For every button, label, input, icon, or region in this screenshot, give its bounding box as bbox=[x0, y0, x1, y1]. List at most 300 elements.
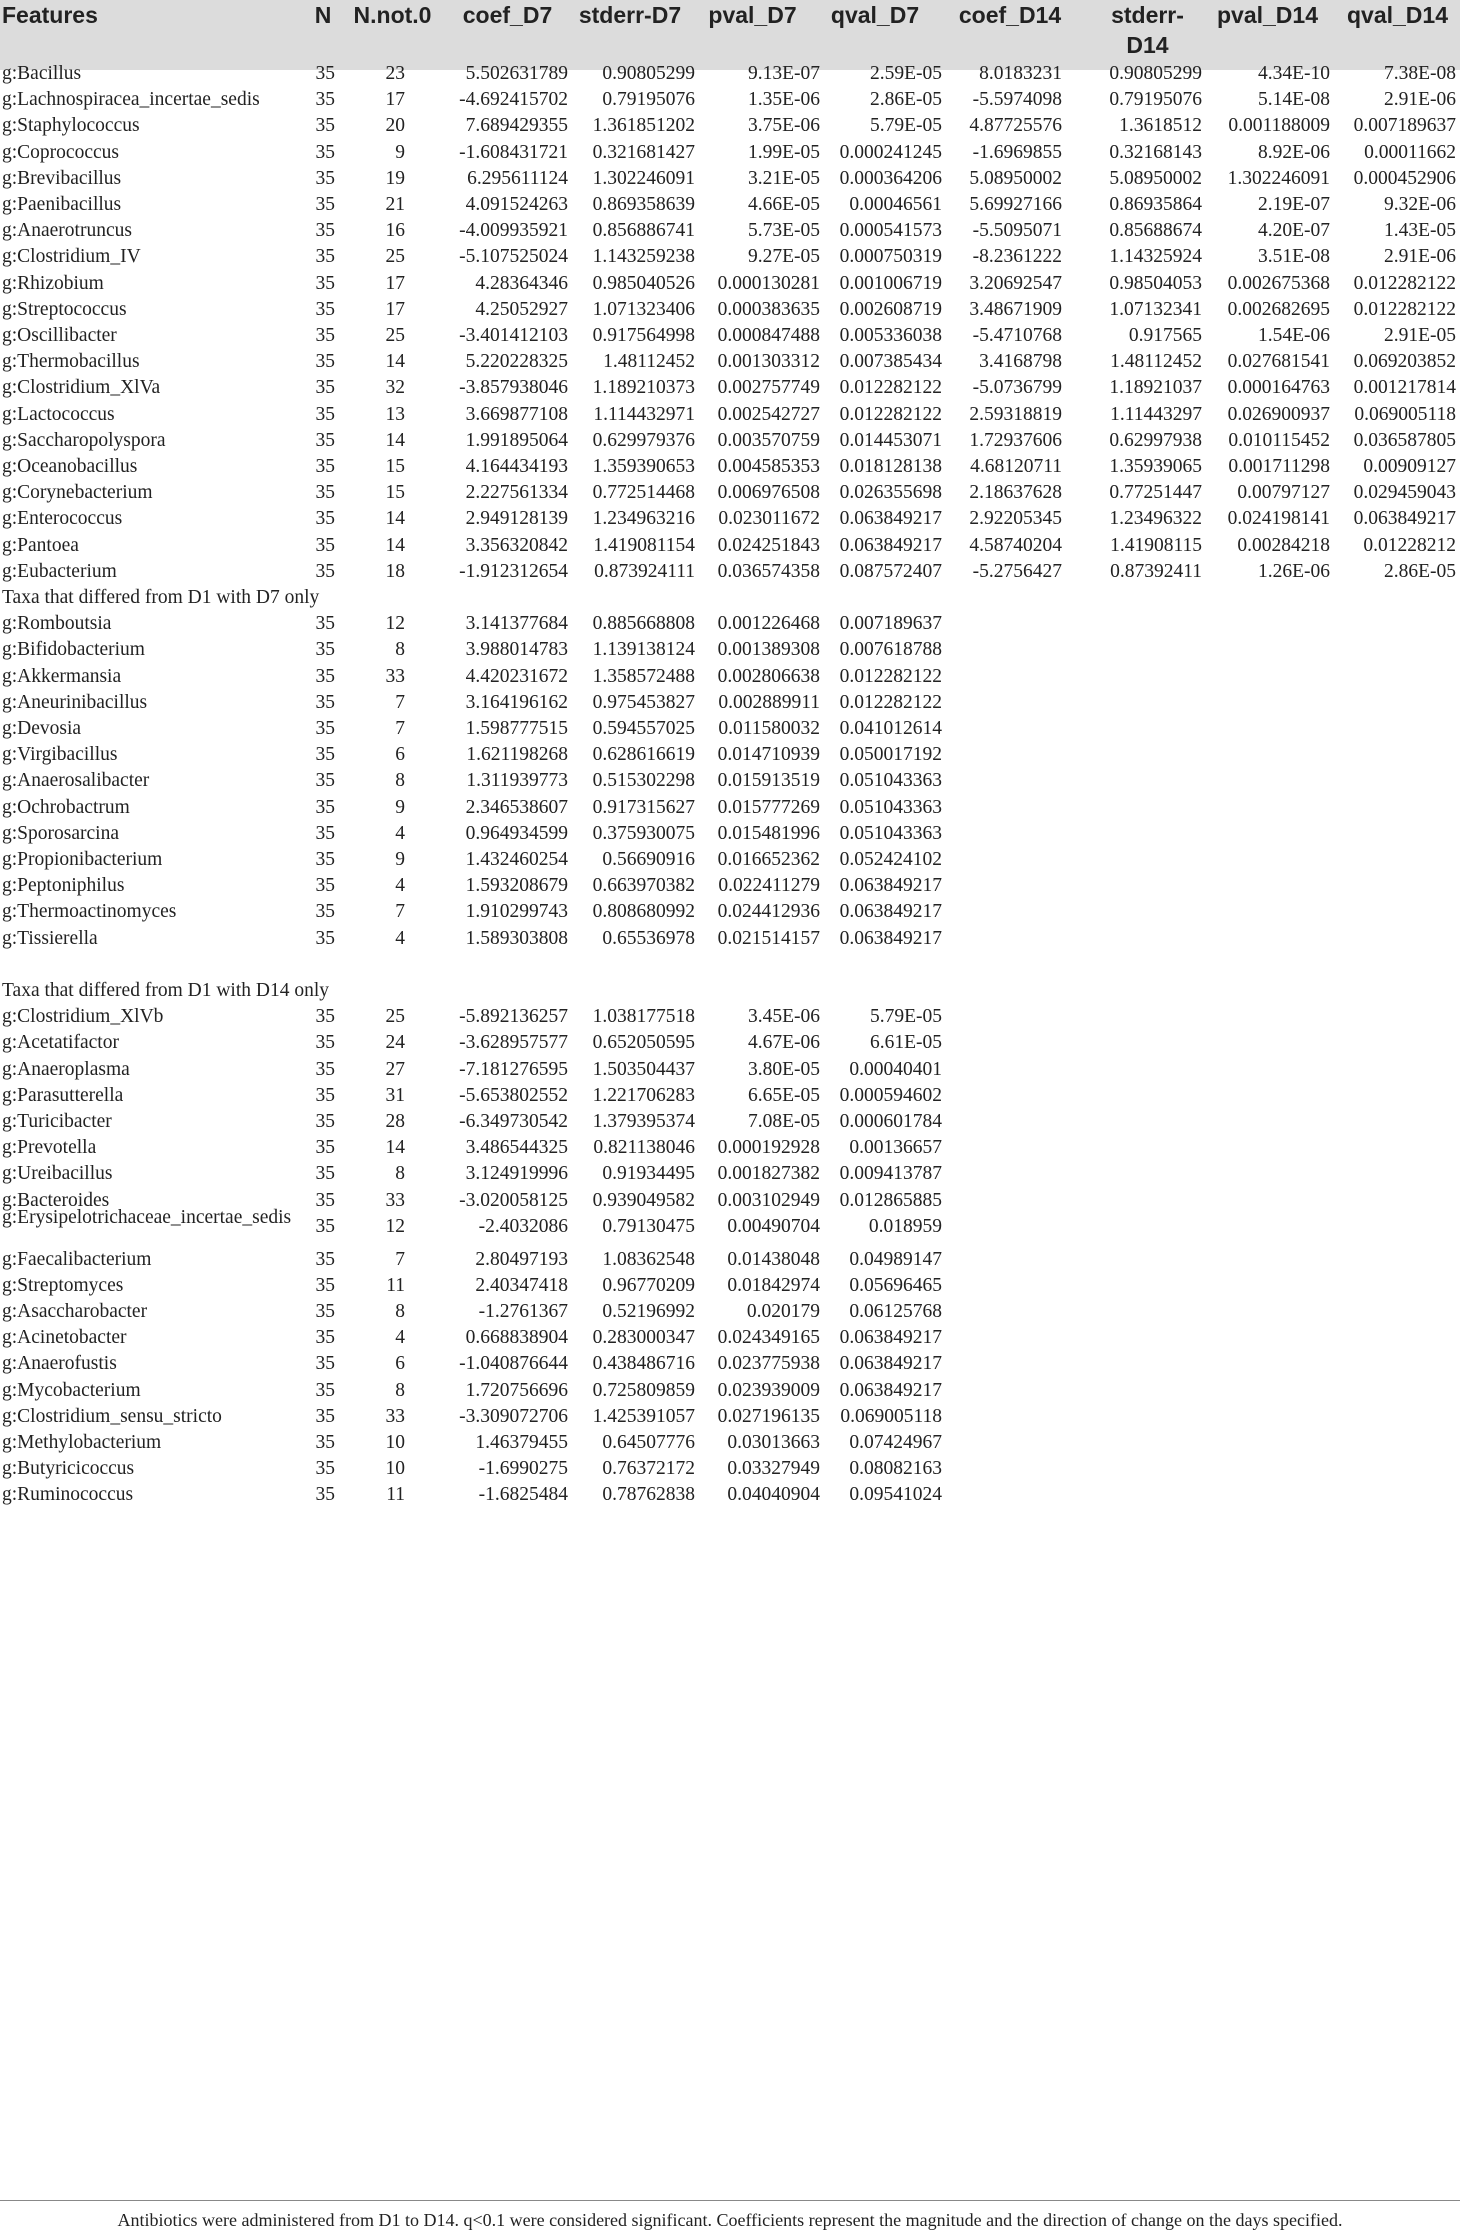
cell-stderr-d7: 0.79130475 bbox=[602, 1215, 695, 1237]
cell-pval-d7: 0.001389308 bbox=[717, 639, 820, 661]
cell-pval-d14: 8.92E-06 bbox=[1257, 141, 1330, 163]
cell-features: g:Peptoniphilus bbox=[2, 875, 125, 897]
cell-pval-d14: 0.026900937 bbox=[1227, 403, 1330, 425]
cell-n-not-0: 14 bbox=[385, 429, 405, 451]
cell-qval-d7: 5.79E-05 bbox=[869, 1006, 942, 1028]
cell-n-not-0: 4 bbox=[395, 822, 405, 844]
cell-coef-d7: 6.295611124 bbox=[467, 167, 568, 189]
cell-coef-d14: 2.18637628 bbox=[969, 482, 1062, 504]
cell-stderr-d14: 0.98504053 bbox=[1109, 272, 1202, 294]
header-n: N bbox=[314, 2, 332, 28]
cell-coef-d14: 4.68120711 bbox=[970, 456, 1062, 477]
cell-coef-d7: 3.669877108 bbox=[465, 403, 568, 425]
header-pval-d7: pval_D7 bbox=[708, 2, 797, 28]
cell-features: g:Brevibacillus bbox=[2, 167, 122, 189]
cell-qval-d7: 0.08082163 bbox=[849, 1458, 942, 1480]
cell-n-not-0: 25 bbox=[385, 1006, 405, 1028]
cell-features: g:Enterococcus bbox=[2, 508, 123, 530]
cell-qval-d7: 6.61E-05 bbox=[869, 1032, 942, 1054]
cell-n: 35 bbox=[315, 482, 335, 504]
cell-pval-d7: 4.66E-05 bbox=[747, 194, 820, 215]
cell-features: g:Anaerotruncus bbox=[2, 220, 132, 242]
cell-n-not-0: 11 bbox=[386, 1274, 405, 1296]
cell-coef-d7: 3.988014783 bbox=[465, 639, 568, 661]
cell-n-not-0: 8 bbox=[395, 639, 405, 661]
cell-features: g:Coprococcus bbox=[2, 141, 119, 163]
cell-qval-d7: 0.018128138 bbox=[839, 456, 942, 477]
cell-n-not-0: 15 bbox=[385, 482, 405, 504]
cell-coef-d7: -2.4032086 bbox=[478, 1215, 568, 1237]
cell-features: g:Streptomyces bbox=[2, 1274, 124, 1296]
cell-n: 35 bbox=[315, 1484, 335, 1506]
cell-qval-d7: 0.063849217 bbox=[839, 534, 942, 556]
cell-pval-d7: 3.75E-06 bbox=[747, 115, 820, 137]
cell-stderr-d7: 0.438486716 bbox=[592, 1353, 695, 1375]
cell-stderr-d14: 0.79195076 bbox=[1109, 89, 1202, 111]
cell-coef-d7: 5.502631789 bbox=[465, 63, 568, 84]
cell-pval-d14: 5.14E-08 bbox=[1257, 89, 1330, 111]
cell-pval-d7: 0.003102949 bbox=[717, 1189, 820, 1211]
cell-pval-d7: 0.003570759 bbox=[717, 429, 820, 451]
cell-coef-d14: -5.5095071 bbox=[972, 220, 1062, 242]
cell-qval-d7: 0.009413787 bbox=[839, 1163, 942, 1185]
cell-pval-d14: 0.002675368 bbox=[1227, 272, 1330, 294]
cell-stderr-d14: 1.18921037 bbox=[1109, 377, 1202, 399]
cell-n: 35 bbox=[315, 89, 335, 111]
cell-coef-d7: -1.912312654 bbox=[459, 560, 568, 582]
cell-qval-d7: 0.09541024 bbox=[849, 1484, 942, 1506]
cell-pval-d7: 3.45E-06 bbox=[747, 1006, 820, 1028]
cell-coef-d7: 3.356320842 bbox=[465, 534, 568, 556]
cell-pval-d14: 1.26E-06 bbox=[1257, 560, 1330, 582]
cell-qval-d14: 0.069203852 bbox=[1353, 351, 1456, 373]
cell-pval-d14: 4.34E-10 bbox=[1257, 63, 1330, 84]
cell-coef-d14: 4.58740204 bbox=[969, 534, 1062, 556]
cell-n: 35 bbox=[315, 63, 335, 84]
bottom-divider bbox=[0, 2200, 1460, 2201]
cell-stderr-d7: 1.361851202 bbox=[592, 115, 695, 137]
cell-pval-d7: 9.13E-07 bbox=[747, 63, 820, 84]
cell-coef-d14: 3.20692547 bbox=[969, 272, 1062, 294]
cell-n-not-0: 13 bbox=[385, 403, 405, 425]
cell-coef-d7: 4.091524263 bbox=[465, 194, 568, 215]
cell-stderr-d7: 0.629979376 bbox=[592, 429, 695, 451]
cell-pval-d7: 0.03327949 bbox=[727, 1458, 820, 1480]
cell-stderr-d14: 1.07132341 bbox=[1109, 298, 1202, 320]
cell-pval-d7: 0.006976508 bbox=[717, 482, 820, 504]
section-heading: Taxa that differed from D1 with D14 only bbox=[2, 980, 329, 1001]
cell-n: 35 bbox=[315, 534, 335, 556]
cell-coef-d7: 1.910299743 bbox=[465, 901, 568, 923]
cell-stderr-d7: 0.321681427 bbox=[592, 141, 695, 163]
cell-features: g:Clostridium_XlVa bbox=[2, 377, 161, 399]
cell-n-not-0: 20 bbox=[385, 115, 405, 137]
cell-features: g:Butyricicoccus bbox=[2, 1458, 135, 1480]
cell-qval-d14: 0.01228212 bbox=[1363, 534, 1456, 556]
cell-pval-d7: 0.036574358 bbox=[717, 560, 820, 582]
cell-coef-d14: 3.48671909 bbox=[969, 298, 1062, 320]
cell-qval-d7: 0.00046561 bbox=[849, 194, 942, 215]
cell-stderr-d7: 1.189210373 bbox=[592, 377, 695, 399]
cell-n: 35 bbox=[315, 1215, 335, 1237]
cell-pval-d14: 4.20E-07 bbox=[1257, 220, 1330, 242]
cell-coef-d14: 4.87725576 bbox=[969, 115, 1062, 137]
cell-coef-d7: -5.892136257 bbox=[459, 1006, 568, 1028]
cell-n-not-0: 33 bbox=[385, 665, 405, 687]
cell-features: g:Propionibacterium bbox=[2, 849, 163, 870]
cell-coef-d7: -1.6990275 bbox=[478, 1458, 568, 1480]
cell-n-not-0: 12 bbox=[385, 613, 405, 635]
cell-pval-d14: 0.000164763 bbox=[1227, 377, 1330, 399]
cell-coef-d14: -5.0736799 bbox=[972, 377, 1062, 399]
cell-qval-d7: 0.04989147 bbox=[849, 1248, 942, 1270]
cell-pval-d14: 3.51E-08 bbox=[1257, 246, 1330, 268]
cell-n: 35 bbox=[315, 1379, 335, 1401]
cell-coef-d14: -5.2756427 bbox=[972, 560, 1062, 582]
cell-n: 35 bbox=[315, 272, 335, 294]
cell-n: 35 bbox=[315, 849, 335, 870]
cell-coef-d7: -4.009935921 bbox=[459, 220, 568, 242]
cell-qval-d7: 0.000241245 bbox=[839, 141, 942, 163]
cell-features: g:Rhizobium bbox=[2, 272, 104, 294]
cell-coef-d7: 1.46379455 bbox=[475, 1431, 568, 1453]
cell-coef-d7: 1.432460254 bbox=[465, 849, 568, 870]
cell-coef-d7: 1.589303808 bbox=[465, 927, 568, 949]
cell-qval-d7: 0.000594602 bbox=[839, 1084, 942, 1106]
cell-n-not-0: 4 bbox=[395, 875, 405, 897]
cell-stderr-d7: 0.821138046 bbox=[593, 1137, 695, 1159]
cell-pval-d7: 0.000847488 bbox=[717, 325, 820, 346]
cell-qval-d14: 2.91E-05 bbox=[1383, 325, 1456, 346]
cell-stderr-d14: 0.90805299 bbox=[1109, 63, 1202, 84]
cell-stderr-d7: 0.869358639 bbox=[592, 194, 695, 215]
cell-stderr-d14: 0.917565 bbox=[1128, 325, 1202, 346]
cell-features: g:Clostridium_IV bbox=[2, 246, 141, 268]
cell-qval-d7: 0.087572407 bbox=[839, 560, 942, 582]
cell-n: 35 bbox=[315, 325, 335, 346]
cell-n: 35 bbox=[315, 456, 335, 477]
cell-features: g:Anaerofustis bbox=[2, 1353, 117, 1375]
cell-stderr-d7: 1.08362548 bbox=[602, 1248, 695, 1270]
cell-qval-d7: 0.002608719 bbox=[839, 298, 942, 320]
cell-stderr-d7: 0.96770209 bbox=[602, 1274, 695, 1296]
cell-pval-d7: 0.000383635 bbox=[717, 298, 820, 320]
cell-pval-d14: 0.002682695 bbox=[1227, 298, 1330, 320]
cell-coef-d14: 1.72937606 bbox=[969, 429, 1062, 451]
cell-coef-d14: 2.92205345 bbox=[969, 508, 1062, 530]
cell-features: g:Turicibacter bbox=[2, 1111, 112, 1132]
cell-pval-d7: 0.015913519 bbox=[717, 770, 820, 792]
cell-qval-d7: 0.063849217 bbox=[839, 1327, 942, 1349]
cell-qval-d7: 0.000750319 bbox=[839, 246, 942, 268]
cell-pval-d7: 0.023011672 bbox=[718, 508, 820, 530]
cell-pval-d7: 0.000130281 bbox=[717, 272, 820, 294]
cell-features: g:Oceanobacillus bbox=[2, 456, 138, 477]
cell-n: 35 bbox=[315, 1274, 335, 1296]
cell-n: 35 bbox=[315, 744, 335, 766]
cell-qval-d7: 0.051043363 bbox=[839, 822, 942, 844]
cell-qval-d14: 0.007189637 bbox=[1353, 115, 1456, 137]
cell-features: g:Thermobacillus bbox=[2, 351, 140, 373]
cell-qval-d14: 0.00909127 bbox=[1363, 456, 1456, 477]
cell-n: 35 bbox=[315, 718, 335, 739]
cell-stderr-d7: 0.885668808 bbox=[592, 613, 695, 635]
cell-n: 35 bbox=[315, 560, 335, 582]
cell-pval-d7: 1.35E-06 bbox=[747, 89, 820, 111]
cell-n: 35 bbox=[315, 665, 335, 687]
cell-features: g:Bifidobacterium bbox=[2, 639, 145, 661]
cell-pval-d7: 0.022411279 bbox=[718, 875, 820, 897]
cell-n: 35 bbox=[315, 691, 335, 713]
header-pval-d14: pval_D14 bbox=[1216, 2, 1318, 28]
cell-stderr-d14: 0.62997938 bbox=[1109, 429, 1202, 451]
cell-n-not-0: 6 bbox=[395, 1353, 405, 1375]
cell-n-not-0: 9 bbox=[395, 141, 405, 163]
cell-qval-d14: 0.012282122 bbox=[1353, 272, 1456, 294]
cell-qval-d7: 0.063849217 bbox=[839, 508, 942, 530]
cell-stderr-d7: 0.725809859 bbox=[592, 1379, 695, 1401]
cell-pval-d7: 4.67E-06 bbox=[747, 1032, 820, 1054]
cell-coef-d14: -5.4710768 bbox=[972, 325, 1062, 346]
cell-qval-d14: 1.43E-05 bbox=[1383, 220, 1456, 242]
cell-coef-d7: 3.141377684 bbox=[465, 613, 568, 635]
cell-stderr-d14: 5.08950002 bbox=[1109, 167, 1202, 189]
cell-coef-d7: 1.621198268 bbox=[466, 744, 568, 766]
cell-n-not-0: 12 bbox=[385, 1215, 405, 1237]
header-coef-d14: coef_D14 bbox=[958, 2, 1062, 28]
cell-n-not-0: 33 bbox=[385, 1189, 405, 1211]
cell-n-not-0: 32 bbox=[385, 377, 405, 399]
header-stderr-d7: stderr-D7 bbox=[578, 2, 682, 28]
cell-features: g:Bacillus bbox=[2, 63, 82, 84]
cell-pval-d7: 0.023939009 bbox=[717, 1379, 820, 1401]
cell-pval-d14: 0.001188009 bbox=[1228, 115, 1330, 137]
cell-pval-d7: 0.004585353 bbox=[717, 456, 820, 477]
cell-pval-d7: 0.024349165 bbox=[717, 1327, 820, 1349]
cell-stderr-d7: 1.302246091 bbox=[592, 167, 695, 189]
cell-qval-d7: 0.063849217 bbox=[839, 1379, 942, 1401]
cell-features: g:Oscillibacter bbox=[2, 325, 117, 346]
cell-features: g:Clostridium_sensu_stricto bbox=[2, 1405, 222, 1427]
cell-qval-d14: 0.012282122 bbox=[1353, 298, 1456, 320]
cell-stderr-d14: 1.14325924 bbox=[1109, 246, 1202, 268]
cell-features: g:Paenibacillus bbox=[2, 194, 122, 215]
cell-qval-d7: 0.012865885 bbox=[839, 1189, 942, 1211]
cell-pval-d7: 0.002542727 bbox=[717, 403, 820, 425]
cell-coef-d7: 3.486544325 bbox=[465, 1137, 568, 1159]
cell-coef-d7: -5.653802552 bbox=[459, 1084, 568, 1106]
cell-coef-d7: 4.28364346 bbox=[475, 272, 568, 294]
cell-coef-d7: 2.40347418 bbox=[475, 1274, 568, 1296]
cell-stderr-d7: 1.038177518 bbox=[592, 1006, 695, 1028]
cell-n: 35 bbox=[315, 1058, 335, 1080]
cell-coef-d14: 5.69927166 bbox=[969, 194, 1062, 215]
cell-stderr-d7: 0.873924111 bbox=[594, 560, 695, 582]
cell-stderr-d7: 0.91934495 bbox=[602, 1163, 695, 1185]
cell-qval-d14: 0.063849217 bbox=[1353, 508, 1456, 530]
cell-coef-d7: 3.164196162 bbox=[465, 691, 568, 713]
cell-stderr-d7: 0.628616619 bbox=[592, 744, 695, 766]
cell-stderr-d7: 1.503504437 bbox=[592, 1058, 695, 1080]
cell-n: 35 bbox=[315, 1353, 335, 1375]
cell-n-not-0: 23 bbox=[385, 63, 405, 84]
cell-features: g:Anaerosalibacter bbox=[2, 770, 150, 792]
cell-features: g:Clostridium_XlVb bbox=[2, 1006, 164, 1028]
cell-features: g:Virgibacillus bbox=[2, 744, 118, 766]
cell-qval-d14: 0.069005118 bbox=[1354, 403, 1456, 425]
cell-features: g:Ureibacillus bbox=[2, 1163, 113, 1185]
cell-stderr-d7: 0.975453827 bbox=[592, 691, 695, 713]
cell-stderr-d14: 1.35939065 bbox=[1109, 456, 1202, 477]
cell-n-not-0: 4 bbox=[395, 1327, 405, 1349]
cell-n-not-0: 17 bbox=[385, 89, 405, 111]
cell-coef-d7: 2.80497193 bbox=[475, 1248, 568, 1270]
cell-n: 35 bbox=[315, 1431, 335, 1453]
cell-n: 35 bbox=[315, 377, 335, 399]
cell-coef-d7: 7.689429355 bbox=[465, 115, 568, 137]
cell-features: g:Eubacterium bbox=[2, 560, 117, 582]
cell-stderr-d7: 1.359390653 bbox=[592, 456, 695, 477]
cell-qval-d14: 0.029459043 bbox=[1353, 482, 1456, 504]
cell-features: g:Mycobacterium bbox=[2, 1379, 141, 1401]
cell-qval-d7: 0.007189637 bbox=[839, 613, 942, 635]
cell-pval-d7: 0.01438048 bbox=[727, 1248, 820, 1270]
cell-coef-d7: 1.991895064 bbox=[465, 429, 568, 451]
cell-coef-d14: 3.4168798 bbox=[979, 351, 1062, 373]
cell-qval-d7: 2.59E-05 bbox=[869, 63, 942, 84]
cell-qval-d7: 0.041012614 bbox=[839, 718, 942, 739]
cell-pval-d7: 0.021514157 bbox=[717, 927, 820, 949]
cell-n-not-0: 7 bbox=[395, 1248, 405, 1270]
cell-qval-d14: 0.00011662 bbox=[1364, 141, 1456, 163]
cell-coef-d7: 1.593208679 bbox=[465, 875, 568, 897]
cell-features: g:Methylobacterium bbox=[2, 1431, 162, 1453]
cell-qval-d7: 0.007385434 bbox=[839, 351, 942, 373]
cell-coef-d14: -8.2361222 bbox=[972, 246, 1062, 268]
cell-coef-d14: 5.08950002 bbox=[969, 167, 1062, 189]
cell-coef-d14: -5.5974098 bbox=[972, 89, 1062, 111]
cell-qval-d7: 0.012282122 bbox=[839, 691, 942, 713]
cell-qval-d7: 0.05696465 bbox=[849, 1274, 942, 1296]
cell-stderr-d14: 1.23496322 bbox=[1109, 508, 1202, 530]
cell-features: g:Devosia bbox=[2, 718, 82, 739]
cell-qval-d7: 0.007618788 bbox=[839, 639, 942, 661]
cell-n: 35 bbox=[315, 796, 335, 818]
cell-n: 35 bbox=[315, 1300, 335, 1322]
cell-n: 35 bbox=[315, 1032, 335, 1054]
cell-coef-d7: 0.668838904 bbox=[465, 1327, 568, 1349]
cell-features: g:Romboutsia bbox=[2, 613, 112, 635]
cell-stderr-d7: 0.90805299 bbox=[602, 63, 695, 84]
cell-stderr-d7: 1.419081154 bbox=[593, 534, 695, 556]
cell-pval-d7: 0.024412936 bbox=[717, 901, 820, 923]
cell-pval-d7: 0.002757749 bbox=[717, 377, 820, 399]
cell-stderr-d7: 0.917564998 bbox=[592, 325, 695, 346]
cell-features: g:Sporosarcina bbox=[2, 822, 119, 844]
cell-stderr-d7: 1.139138124 bbox=[592, 639, 695, 661]
cell-features: g:Aneurinibacillus bbox=[2, 691, 148, 713]
cell-features: g:Tissierella bbox=[2, 927, 98, 949]
cell-qval-d7: 0.07424967 bbox=[849, 1431, 942, 1453]
cell-stderr-d7: 1.48112452 bbox=[603, 351, 695, 373]
cell-features: g:Anaeroplasma bbox=[2, 1058, 130, 1080]
cell-features: g:Parasutterella bbox=[2, 1084, 124, 1106]
cell-n-not-0: 10 bbox=[385, 1458, 405, 1480]
header-n-not-0: N.not.0 bbox=[353, 2, 432, 28]
cell-pval-d14: 0.001711298 bbox=[1228, 456, 1330, 477]
cell-n-not-0: 8 bbox=[395, 1300, 405, 1322]
cell-coef-d7: -3.857938046 bbox=[459, 377, 568, 399]
cell-features: g:Lachnospiracea_incertae_sedis bbox=[2, 89, 260, 111]
cell-qval-d7: 5.79E-05 bbox=[869, 115, 942, 137]
cell-coef-d7: -5.107525024 bbox=[459, 246, 568, 268]
cell-qval-d7: 0.069005118 bbox=[840, 1405, 942, 1427]
cell-features: g:Erysipelotrichaceae_incertae_sedis bbox=[2, 1206, 292, 1228]
cell-pval-d14: 1.302246091 bbox=[1227, 167, 1330, 189]
header-qval-d7: qval_D7 bbox=[830, 2, 920, 28]
cell-n-not-0: 7 bbox=[395, 901, 405, 923]
cell-n-not-0: 4 bbox=[395, 927, 405, 949]
cell-coef-d7: -3.628957577 bbox=[459, 1032, 568, 1054]
cell-stderr-d7: 0.663970382 bbox=[592, 875, 695, 897]
cell-stderr-d7: 0.772514468 bbox=[592, 482, 695, 504]
cell-n-not-0: 24 bbox=[385, 1032, 405, 1054]
cell-stderr-d7: 0.56690916 bbox=[602, 849, 695, 870]
cell-stderr-d7: 1.234963216 bbox=[592, 508, 695, 530]
cell-n: 35 bbox=[315, 403, 335, 425]
cell-coef-d7: -3.020058125 bbox=[459, 1189, 568, 1211]
cell-n-not-0: 8 bbox=[395, 770, 405, 792]
cell-coef-d14: -1.6969855 bbox=[972, 141, 1062, 163]
cell-n: 35 bbox=[315, 1189, 335, 1211]
cell-coef-d7: 2.949128139 bbox=[465, 508, 568, 530]
cell-coef-d14: 8.0183231 bbox=[979, 63, 1062, 84]
cell-n: 35 bbox=[315, 770, 335, 792]
cell-n: 35 bbox=[315, 351, 335, 373]
cell-stderr-d7: 1.425391057 bbox=[592, 1405, 695, 1427]
cell-qval-d14: 0.001217814 bbox=[1353, 377, 1456, 399]
cell-pval-d7: 0.001226468 bbox=[717, 613, 820, 635]
cell-features: g:Corynebacterium bbox=[2, 482, 153, 504]
cell-n-not-0: 14 bbox=[385, 508, 405, 530]
cell-n-not-0: 8 bbox=[395, 1163, 405, 1185]
cell-stderr-d7: 0.78762838 bbox=[602, 1484, 695, 1506]
cell-n: 35 bbox=[315, 508, 335, 530]
cell-n: 35 bbox=[315, 141, 335, 163]
cell-n: 35 bbox=[315, 167, 335, 189]
cell-n: 35 bbox=[315, 115, 335, 137]
cell-pval-d7: 0.03013663 bbox=[727, 1431, 820, 1453]
cell-features: g:Bacteroides bbox=[2, 1189, 110, 1211]
cell-pval-d7: 0.014710939 bbox=[717, 744, 820, 766]
cell-coef-d7: 4.25052927 bbox=[475, 298, 568, 320]
cell-pval-d7: 0.016652362 bbox=[717, 849, 820, 870]
cell-pval-d14: 0.024198141 bbox=[1227, 508, 1330, 530]
cell-qval-d7: 0.063849217 bbox=[839, 927, 942, 949]
cell-n: 35 bbox=[315, 246, 335, 268]
cell-pval-d7: 3.80E-05 bbox=[747, 1058, 820, 1080]
cell-n-not-0: 25 bbox=[385, 325, 405, 346]
cell-coef-d7: -3.401412103 bbox=[459, 325, 568, 346]
cell-stderr-d7: 0.65536978 bbox=[602, 927, 695, 949]
cell-stderr-d7: 0.76372172 bbox=[602, 1458, 695, 1480]
cell-coef-d7: -7.181276595 bbox=[459, 1058, 568, 1080]
cell-stderr-d14: 0.86935864 bbox=[1109, 194, 1202, 215]
cell-qval-d7: 0.063849217 bbox=[839, 901, 942, 923]
cell-stderr-d7: 0.52196992 bbox=[602, 1300, 695, 1322]
cell-coef-d7: 1.720756696 bbox=[465, 1379, 568, 1401]
cell-qval-d7: 0.063849217 bbox=[839, 1353, 942, 1375]
